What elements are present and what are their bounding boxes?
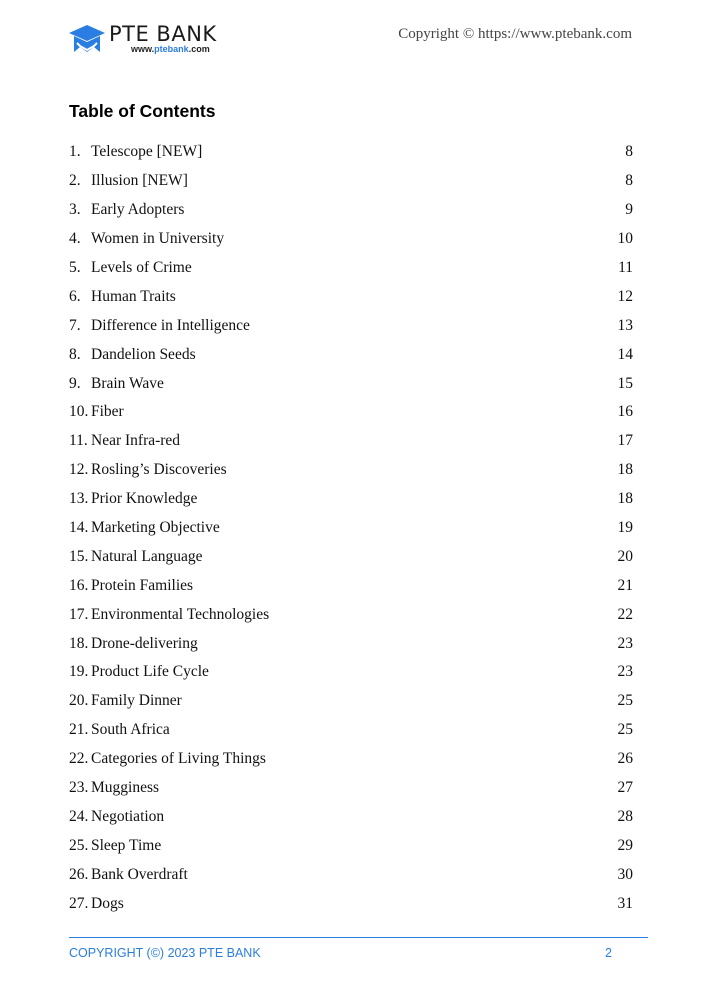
toc-entry-page[interactable]: 12 [617, 287, 633, 305]
toc-entry[interactable] [69, 571, 633, 600]
toc-entry-page[interactable]: 10 [617, 230, 633, 248]
toc-entry-title[interactable]: Natural Language [91, 547, 203, 565]
toc-entry-title[interactable]: Categories of Living Things [91, 750, 266, 768]
logo [68, 24, 217, 56]
toc-entry-title[interactable]: Human Traits [91, 287, 176, 305]
toc-entry-page[interactable]: 15 [617, 374, 633, 392]
footer-page-number: 2 [605, 946, 612, 960]
toc-entry-title[interactable]: Early Adopters [91, 201, 185, 219]
toc-entry-title[interactable]: Dogs [91, 894, 124, 912]
toc-entry[interactable] [69, 687, 633, 716]
toc-entry-page[interactable]: 26 [617, 750, 633, 768]
toc-entry-number: 19. [69, 663, 89, 681]
toc-entry[interactable] [69, 485, 633, 514]
toc-entry-title[interactable]: Mugginess [91, 779, 160, 797]
toc-entry-number: 5. [69, 259, 81, 276]
logo-url-highlight: ptebank [154, 44, 189, 54]
toc-entry-title[interactable]: Prior Knowledge [91, 490, 198, 508]
toc-entry[interactable] [69, 774, 633, 803]
toc-entry-page[interactable]: 28 [617, 807, 633, 825]
toc-entry-title[interactable]: Family Dinner [91, 692, 182, 710]
toc-entry-title[interactable]: Illusion [NEW] [91, 172, 188, 190]
toc-entry[interactable] [69, 138, 633, 167]
toc-entry-page[interactable]: 14 [617, 345, 633, 363]
toc-entry-number: 20. [69, 692, 89, 710]
toc-entry[interactable] [69, 514, 633, 543]
header-copyright: Copyright © https://www.ptebank.com [398, 26, 632, 42]
toc-entry[interactable] [69, 167, 633, 196]
toc-heading: Table of Contents [69, 101, 216, 121]
toc-entry-page[interactable]: 11 [618, 259, 633, 276]
toc-entry-page[interactable]: 21 [617, 576, 633, 594]
toc-entry-title[interactable]: Brain Wave [91, 374, 164, 392]
logo-url-prefix: www. [131, 44, 155, 54]
toc-entry-number: 12. [69, 461, 89, 479]
logo-url [131, 45, 217, 54]
toc-entry-number: 23. [69, 779, 89, 797]
toc-entry-page[interactable]: 27 [617, 779, 633, 797]
toc-entry[interactable] [69, 745, 633, 774]
toc-entry-number: 24. [69, 807, 89, 825]
toc-entry[interactable] [69, 658, 633, 687]
toc-entry-number: 4. [69, 230, 81, 248]
toc-entry[interactable] [69, 427, 633, 456]
toc-entry-number: 22. [69, 750, 89, 768]
toc-entry[interactable] [69, 802, 633, 831]
toc-entry-page[interactable]: 16 [617, 403, 633, 421]
footer-copyright: COPYRIGHT (©) 2023 PTE BANK [69, 946, 261, 960]
toc-entry[interactable] [69, 311, 633, 340]
toc-entry-page[interactable]: 29 [617, 836, 633, 854]
toc-entry[interactable] [69, 282, 633, 311]
toc-entry-title[interactable]: Sleep Time [91, 836, 162, 854]
toc-entry-page[interactable]: 31 [617, 894, 633, 912]
toc-entry-page[interactable]: 23 [617, 663, 633, 681]
toc-entry-page[interactable]: 8 [625, 172, 633, 190]
toc-entry[interactable] [69, 716, 633, 745]
toc-entry-number: 18. [69, 634, 89, 652]
toc-entry-number: 25. [69, 836, 89, 854]
toc-entry-number: 3. [69, 201, 81, 219]
footer-divider [69, 937, 648, 938]
toc-entry[interactable] [69, 600, 633, 629]
toc-entry[interactable] [69, 860, 633, 889]
toc-entry-number: 13. [69, 490, 89, 508]
toc-entry-title[interactable]: Levels of Crime [91, 259, 192, 276]
toc-entry[interactable] [69, 369, 633, 398]
toc-entry[interactable] [69, 225, 633, 254]
toc-entry-page[interactable]: 18 [617, 490, 633, 508]
toc-entry-page[interactable]: 13 [617, 316, 633, 334]
toc-entry[interactable] [69, 340, 633, 369]
toc-entry-number: 7. [69, 316, 81, 334]
logo-title: PTE BANK [109, 22, 217, 46]
toc-entry[interactable] [69, 629, 633, 658]
toc-entry-page[interactable]: 30 [617, 865, 633, 883]
graduation-cap-icon [68, 24, 106, 56]
toc-entry-page[interactable]: 20 [617, 547, 633, 565]
toc-entry[interactable] [69, 254, 633, 283]
toc-entry-number: 27. [69, 894, 89, 912]
toc-entry[interactable] [69, 456, 633, 485]
toc-entry-number: 8. [69, 345, 81, 363]
toc-entry-page[interactable]: 18 [617, 461, 633, 479]
toc-entry-page[interactable]: 23 [617, 634, 633, 652]
toc-entry-number: 16. [69, 576, 89, 594]
toc-entry[interactable] [69, 831, 633, 860]
toc-entry-number: 9. [69, 374, 81, 392]
toc-entry-title[interactable]: Women in University [91, 230, 225, 248]
toc-entry-title[interactable]: Negotiation [91, 807, 165, 825]
toc-entry-title[interactable]: Bank Overdraft [91, 865, 188, 883]
toc-entry-number: 15. [69, 547, 89, 565]
toc-entry[interactable] [69, 398, 633, 427]
toc-entry-number: 17. [69, 605, 89, 623]
toc-entry-title[interactable]: Protein Families [91, 576, 194, 594]
toc-entry-title[interactable]: Product Life Cycle [91, 663, 209, 681]
toc-entry-title[interactable]: Fiber [91, 403, 124, 421]
toc-entry-title[interactable]: Environmental Technologies [91, 605, 270, 623]
toc-entry-page[interactable]: 25 [617, 692, 633, 710]
toc-entry-title[interactable]: Drone-delivering [91, 634, 198, 652]
logo-url-suffix: .com [188, 44, 210, 54]
toc-entry-number: 6. [69, 287, 81, 305]
toc-entry-number: 21. [69, 721, 89, 739]
toc-entry-title[interactable]: Telescope [NEW] [91, 143, 203, 161]
toc-entry[interactable] [69, 542, 633, 571]
toc-entry-number: 14. [69, 519, 89, 537]
toc-entry-page[interactable]: 19 [617, 519, 633, 537]
toc-entry-number: 10. [69, 403, 89, 421]
toc-entry-number: 1. [69, 143, 81, 161]
toc-entry-page[interactable]: 17 [617, 432, 633, 450]
toc-entry-title[interactable]: South Africa [91, 721, 170, 739]
toc-entry[interactable] [69, 196, 633, 225]
toc-entry-page[interactable]: 8 [625, 143, 633, 161]
toc-entry-title[interactable]: Rosling’s Discoveries [91, 461, 227, 479]
toc-entry-page[interactable]: 25 [617, 721, 633, 739]
toc-entry-title[interactable]: Near Infra-red [91, 432, 181, 450]
toc-entry-number: 26. [69, 865, 89, 883]
toc-entry-page[interactable]: 9 [625, 201, 633, 219]
toc-entry-page[interactable]: 22 [617, 605, 633, 623]
toc-entry-title[interactable]: Difference in Intelligence [91, 316, 250, 334]
toc-entry-title[interactable]: Dandelion Seeds [91, 345, 196, 363]
toc-entry-number: 2. [69, 172, 81, 190]
toc-list [69, 138, 633, 918]
toc-entry[interactable] [69, 889, 633, 918]
toc-entry-number: 11. [69, 432, 88, 450]
toc-entry-title[interactable]: Marketing Objective [91, 519, 220, 537]
